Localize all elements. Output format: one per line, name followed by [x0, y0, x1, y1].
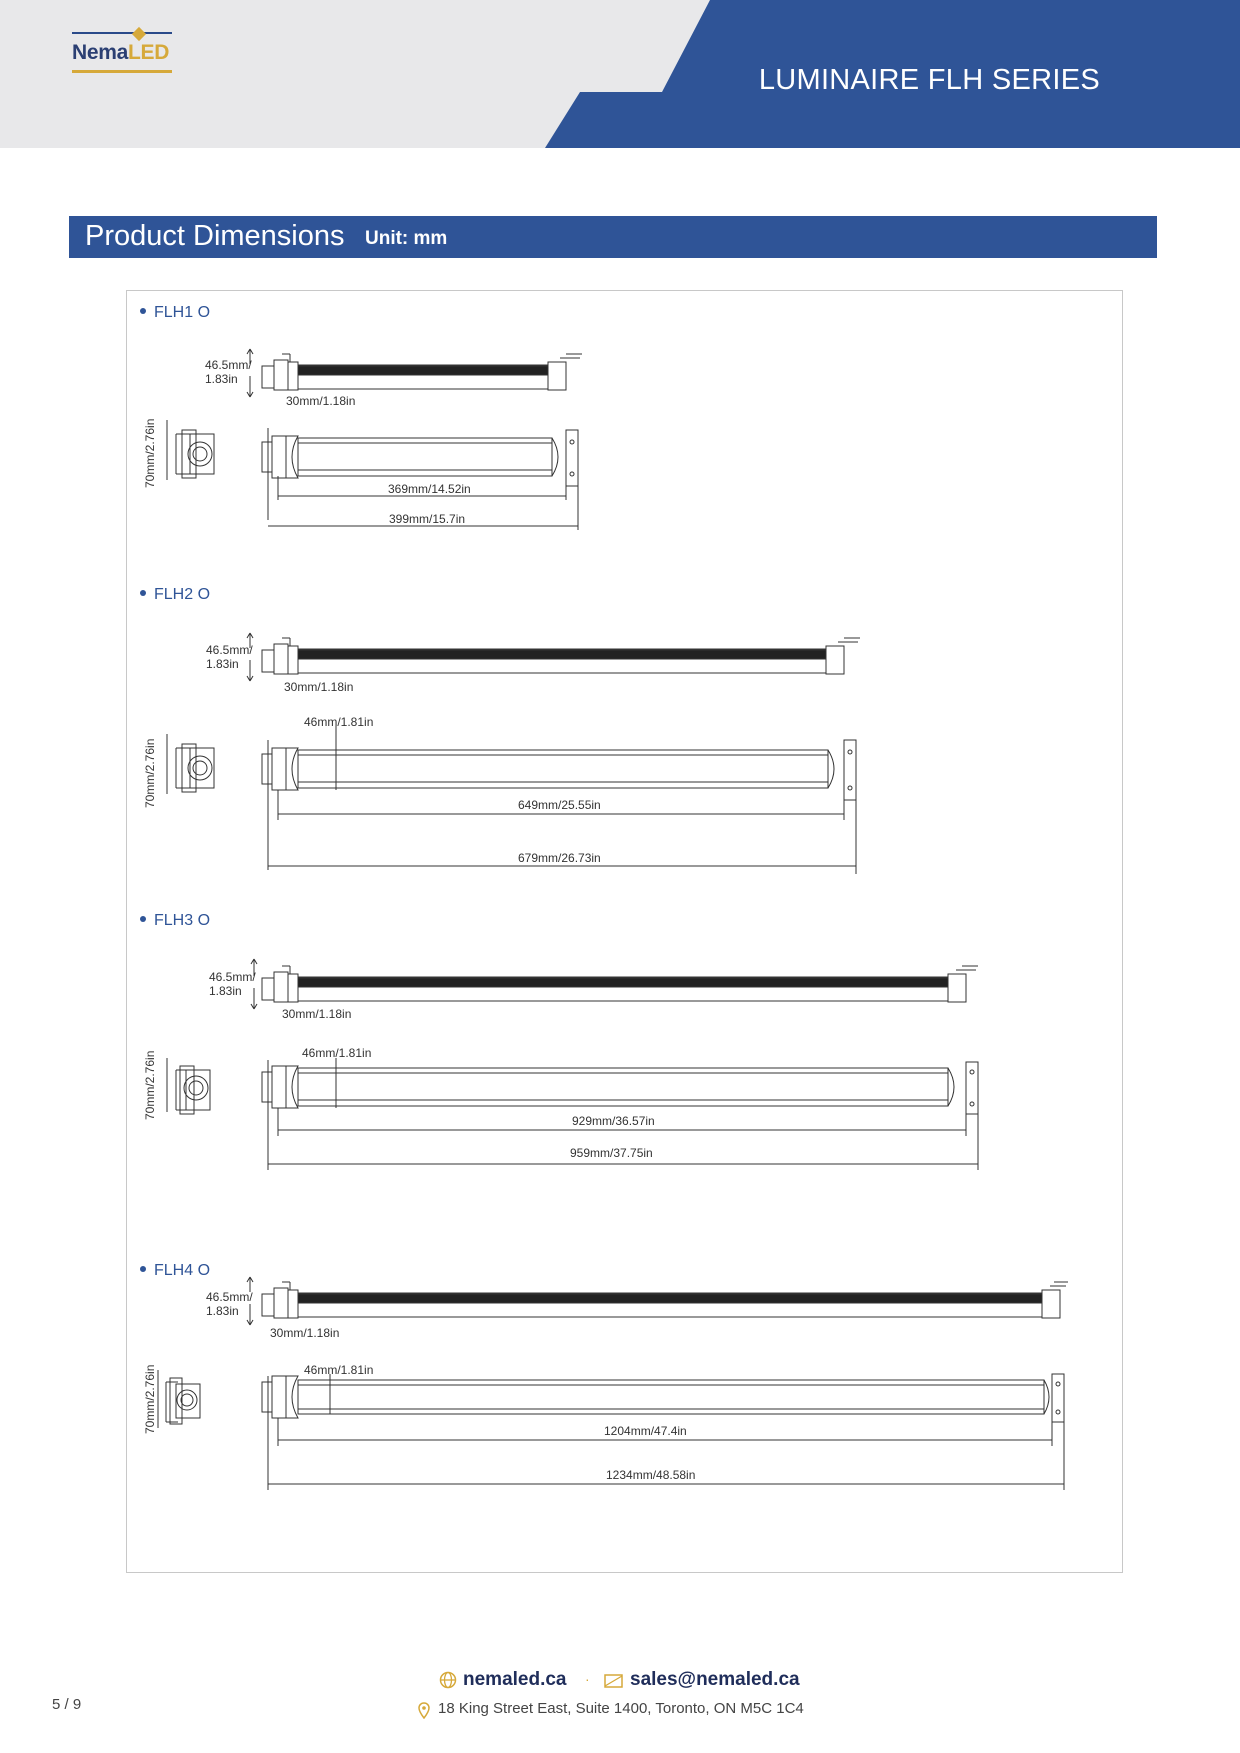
flh2-tube-diameter-label: 46mm/1.81in [304, 715, 374, 729]
website-link[interactable]: nemaled.ca [463, 1669, 567, 1690]
flh2-top-view [247, 633, 860, 681]
flh3-depth-label-line1: 46.5mm/ [209, 970, 256, 984]
flh1-total-length-label: 399mm/15.7in [389, 512, 466, 526]
bullet-icon [140, 308, 146, 314]
flh4-depth-label-line1: 46.5mm/ [206, 1290, 253, 1304]
flh3-height-label: 70mm/2.76in [143, 1050, 157, 1120]
flh4-tube-diameter-label: 46mm/1.81in [304, 1363, 374, 1377]
flh2-total-length-label: 679mm/26.73in [518, 851, 601, 865]
flh2-side-view [167, 734, 214, 794]
envelope-icon [604, 1674, 623, 1688]
section-title: Product Dimensions [85, 220, 345, 252]
flh4-width-label: 30mm/1.18in [270, 1326, 340, 1340]
flh1-width-label: 30mm/1.18in [286, 394, 356, 408]
flh3-top-view [251, 959, 978, 1009]
flh1-top-view [247, 349, 582, 397]
flh3-tube-diameter-label: 46mm/1.81in [302, 1046, 372, 1060]
flh4-total-length-label: 1234mm/48.58in [606, 1468, 696, 1482]
flh2-depth-label-line2: 1.83in [206, 657, 239, 671]
footer-address: 18 King Street East, Suite 1400, Toronto, ON M5C 1C4 [438, 1700, 804, 1717]
unit-label: Unit: mm [365, 228, 448, 249]
page-number: 5 / 9 [52, 1696, 82, 1713]
flh1-depth-label-line2: 1.83in [205, 372, 238, 386]
flh1-side-view [167, 420, 214, 480]
email-link[interactable]: sales@nemaled.ca [630, 1669, 800, 1690]
bullet-icon [140, 916, 146, 922]
footer-separator: · [585, 1671, 590, 1687]
location-pin-icon [418, 1702, 430, 1719]
series-title: LUMINAIRE FLH SERIES [758, 64, 1100, 96]
flh3-width-label: 30mm/1.18in [282, 1007, 352, 1021]
flh2-width-label: 30mm/1.18in [284, 680, 354, 694]
model-label-flh2: FLH2 O [140, 586, 210, 604]
flh3-depth-label-line2: 1.83in [209, 984, 242, 998]
model-label-flh1: FLH1 O [140, 304, 210, 322]
bullet-icon [140, 1266, 146, 1272]
flh2-height-label: 70mm/2.76in [143, 738, 157, 808]
flh4-depth-label-line2: 1.83in [206, 1304, 239, 1318]
flh4-inner-length-label: 1204mm/47.4in [604, 1424, 687, 1438]
model-label-flh3: FLH3 O [140, 912, 210, 930]
flh2-depth-label-line1: 46.5mm/ [206, 643, 253, 657]
logo-text: NemaLED [72, 41, 170, 64]
flh4-top-view [247, 1277, 1068, 1325]
flh3-side-view [167, 1058, 210, 1114]
bullet-icon [140, 590, 146, 596]
flh4-height-label: 70mm/2.76in [143, 1364, 157, 1434]
model-label-flh4: FLH4 O [140, 1262, 210, 1280]
flh4-side-view [158, 1370, 200, 1428]
flh1-height-label: 70mm/2.76in [143, 418, 157, 488]
flh3-total-length-label: 959mm/37.75in [570, 1146, 653, 1160]
globe-icon [439, 1671, 457, 1689]
flh1-depth-label-line1: 46.5mm/ [205, 358, 252, 372]
flh1-inner-length-label: 369mm/14.52in [388, 482, 471, 496]
flh3-inner-length-label: 929mm/36.57in [572, 1114, 655, 1128]
flh2-inner-length-label: 649mm/25.55in [518, 798, 601, 812]
